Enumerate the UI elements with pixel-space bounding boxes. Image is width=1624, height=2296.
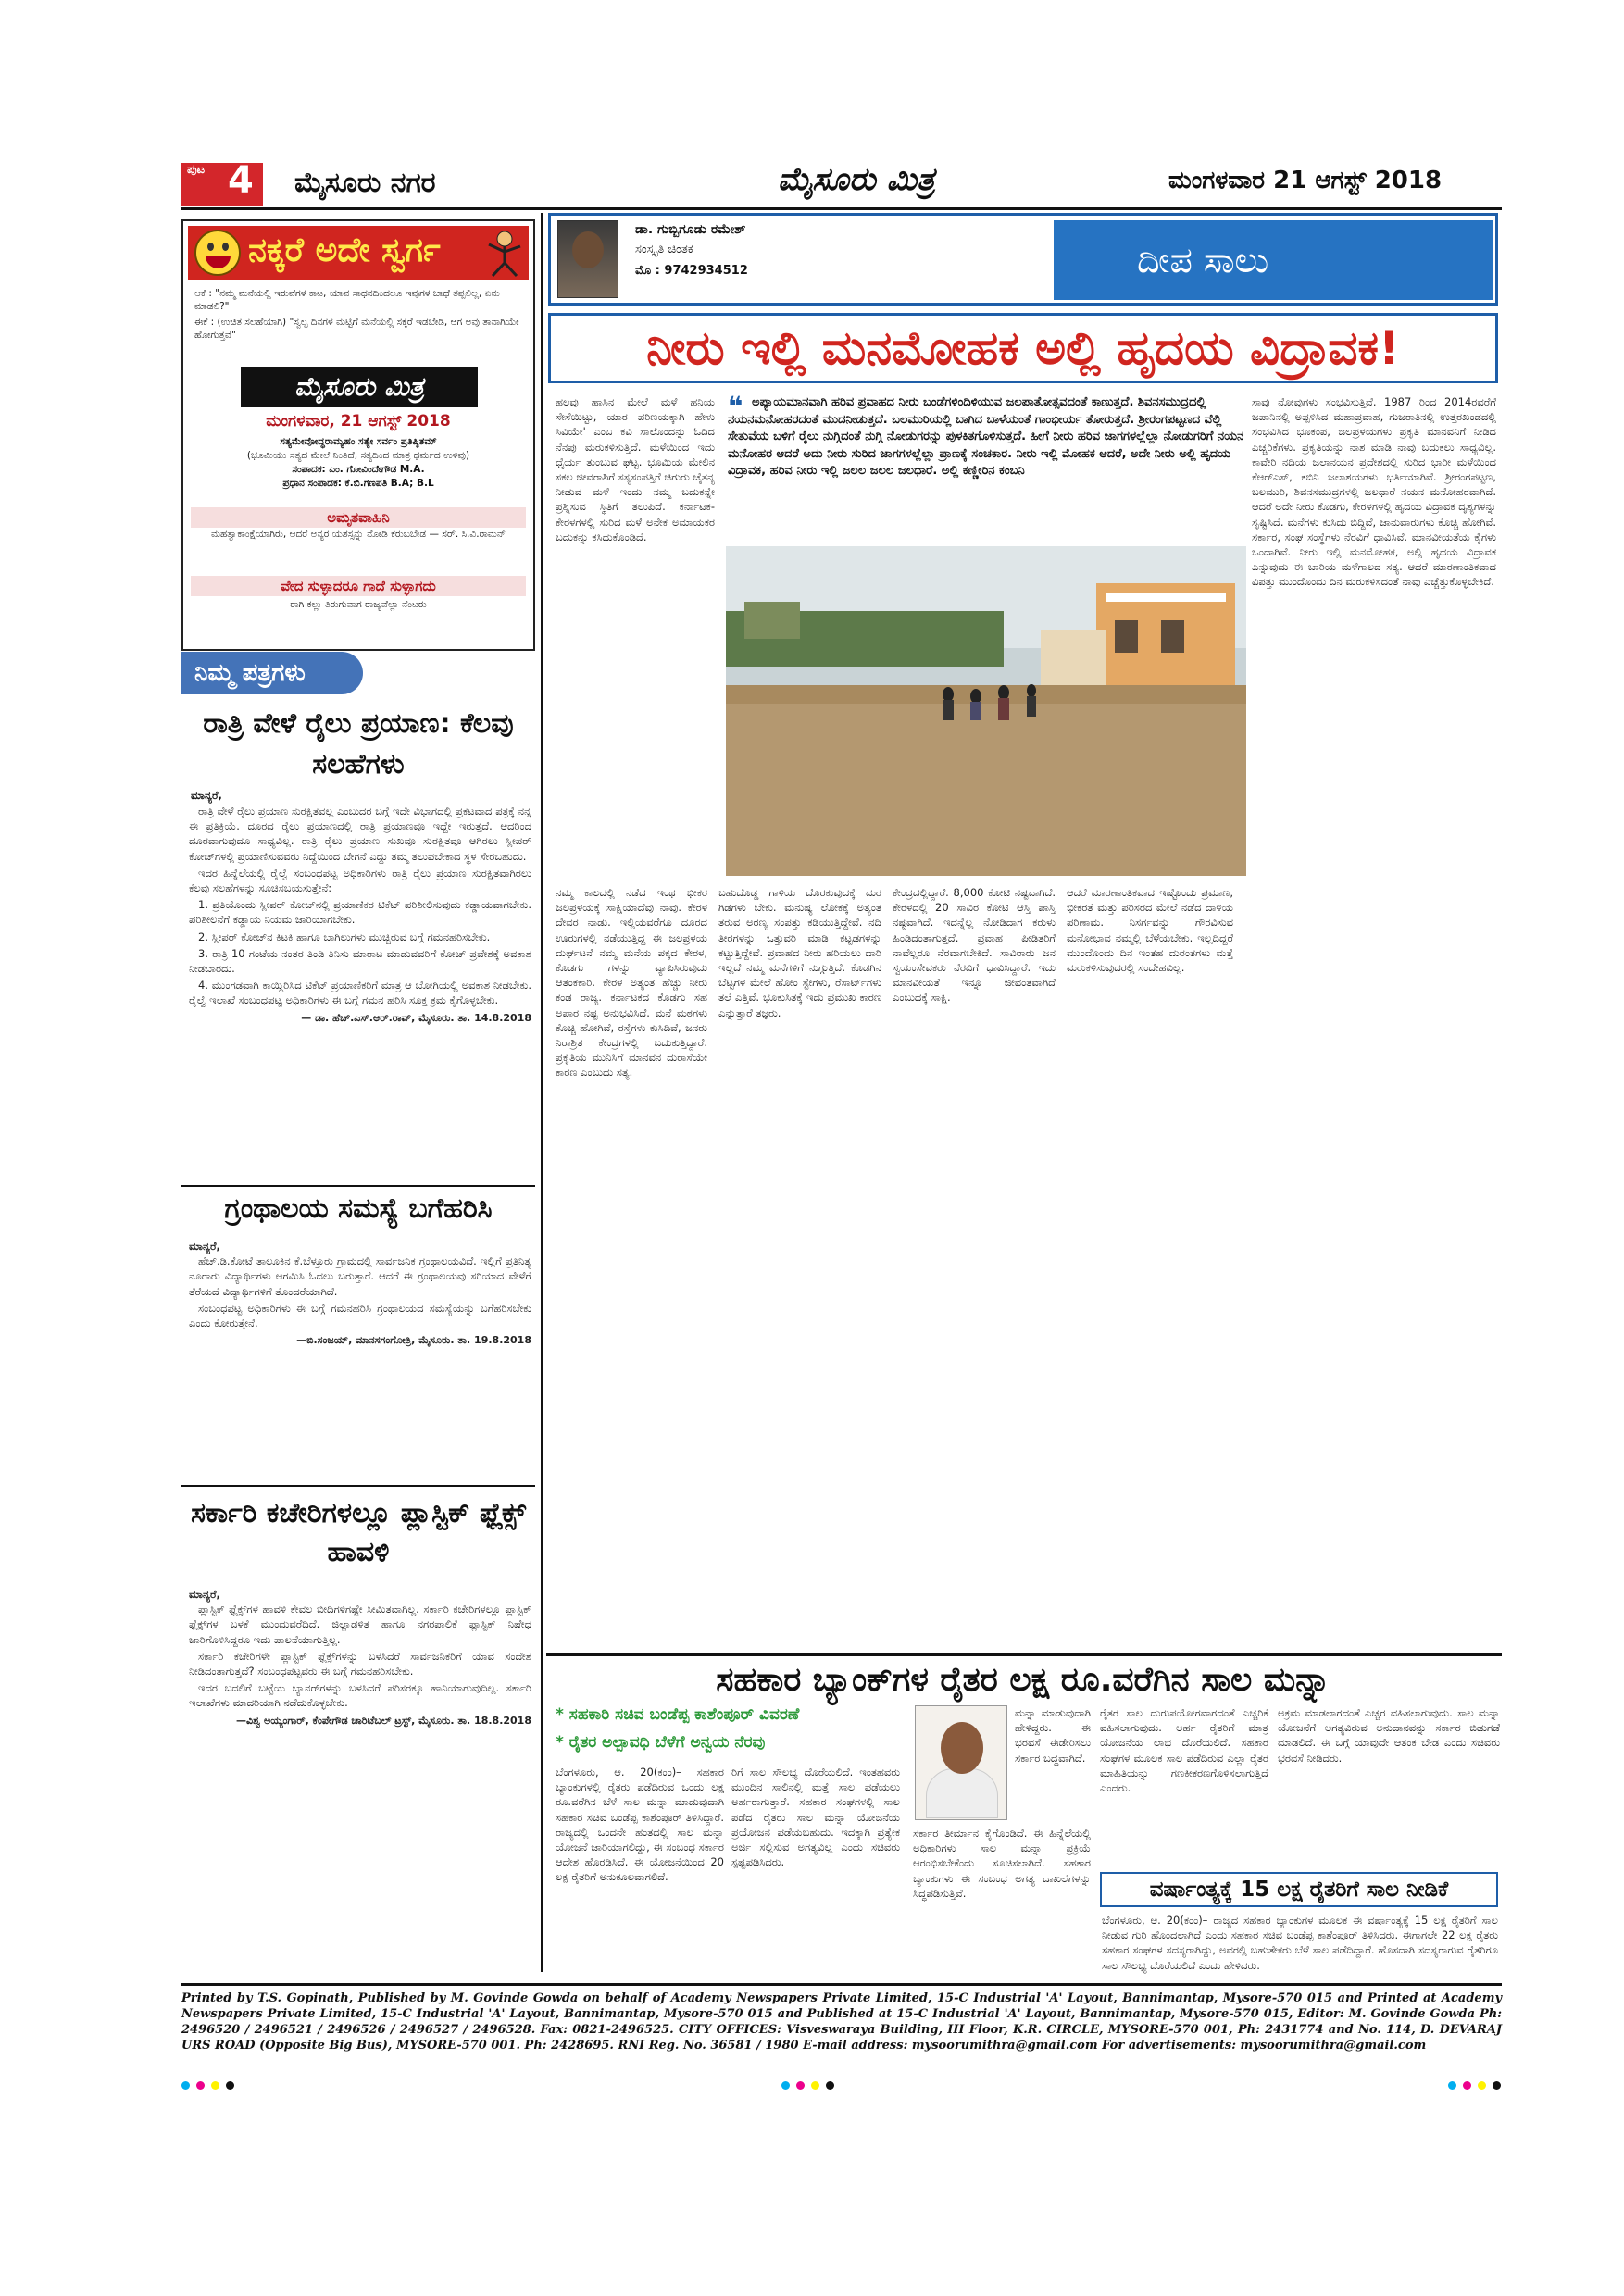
mini-masthead: ಮೈಸೂರು ಮಿತ್ರ [241,367,478,407]
registration-dot [1478,2081,1486,2090]
masthead-rule [181,207,1502,210]
paragraph: ಇದರ ಬದಲಿಗೆ ಬಟ್ಟೆಯ ಬ್ಯಾನರ್‌ಗಳನ್ನು ಬಳಸಿದರೆ ಪರಿಸರಕ್ಕೂ ಹಾನಿಯಾಗುವುದಿಲ್ಲ. ಸರ್ಕಾರಿ ಇಲಾಖೆಗಳು ಮಾದರಿಯಾಗಿ ನಡೆದುಕೊಳ್ಳಬೇಕು. [189,1681,531,1710]
person-body-icon [926,1768,998,1818]
editor-line: ಸಂಪಾದಕ: ಎಂ. ಗೋವಿಂದೇಗೌಡ M.A. [292,464,425,475]
letters-banner: ನಿಮ್ಮ ಪತ್ರಗಳು [181,652,363,694]
paragraph: 2. ಸ್ಲೀಪರ್ ಕೋಚ್‌ನ ಕಿಟಕಿ ಹಾಗೂ ಬಾಗಿಲುಗಳು ಮುಚ್ಚಿರುವ ಬಗ್ಗೆ ಗಮನಹರಿಸಬೇಕು. [198,930,491,943]
sub-news-body: ಬೆಂಗಳೂರು, ಆ. 20(ಕಂಂ)– ರಾಜ್ಯದ ಸಹಕಾರ ಬ್ಯಾಂಕುಗಳ ಮೂಲಕ ಈ ವರ್ಷಾಂತ್ಯಕ್ಕೆ 15 ಲಕ್ಷ ರೈತರಿಗೆ ಸಾಲ ನೀಡುವ ಗುರಿ ಹೊಂದಲಾಗಿದೆ ಎಂದು ಸಹಕಾರ ಸಚಿವ ಬಂಡೆಪ್ಪ ಕಾಶೆಂಪೂರ್ ತಿಳಿಸಿದರು. ಈಗಾಗಲೇ 22 ಲಕ್ಷ ರೈತರು ಸಹಕಾರ ಸಂಘಗಳ ಸದಸ್ಯರಾಗಿದ್ದು, ಅವರಲ್ಲಿ ಬಹುತೇಕರು ಬೆಳೆ ಸಾಲ ಪಡೆದಿದ್ದಾರೆ. ಹೊಸದಾಗಿ ಸದಸ್ಯರಾಗುವ ರೈತರಿಗೂ ಸಾಲ ಸೌಲಭ್ಯ ದೊರೆಯಲಿದೆ ಎಂದು ಹೇಳಿದರು. [1102,1914,1498,1972]
column-name: ದೀಪ ಸಾಲು [1054,220,1493,300]
flood-photo [726,546,1246,876]
letter-signature: —ಬಿ.ಸಂಜಯ್, ಮಾನಸಗಂಗೋತ್ರಿ, ಮೈಸೂರು. ತಾ. 19.8.2018 [296,1334,531,1347]
article-column: ಕೇಂದ್ರದಲ್ಲಿದ್ದಾರೆ. 8,000 ಕೋಟಿ ನಷ್ಟವಾಗಿದೆ. ಕೇರಳದಲ್ಲಿ 20 ಸಾವಿರ ಕೋಟಿ ಆಸ್ತಿ ಪಾಸ್ತಿ ನಷ್ಟವಾಗಿದೆ. ಇದನ್ನೆಲ್ಲ ನೋಡಿದಾಗ ಕರುಳು ಹಿಂಡಿದಂತಾಗುತ್ತದೆ. ಪ್ರವಾಹ ಪೀಡಿತರಿಗೆ ನಾವೆಲ್ಲರೂ ನೆರವಾಗಬೇಕಿದೆ. ಸಾವಿರಾರು ಜನ ಸ್ವಯಂಸೇವಕರು ನೆರವಿಗೆ ಧಾವಿಸಿದ್ದಾರೆ. ಇದು ಮಾನವೀಯತೆ ಇನ್ನೂ ಜೀವಂತವಾಗಿದೆ ಎಂಬುದಕ್ಕೆ ಸಾಕ್ಷಿ. [893,886,1056,1004]
news-column: ಸರ್ಕಾರ ತೀರ್ಮಾನ ಕೈಗೊಂಡಿದೆ. ಈ ಹಿನ್ನೆಲೆಯಲ್ಲಿ ಅಧಿಕಾರಿಗಳು ಸಾಲ ಮನ್ನಾ ಪ್ರಕ್ರಿಯೆ ಆರಂಭಿಸಬೇಕೆಂದು ಸೂಚಿಸಲಾಗಿದೆ. ಸಹಕಾರ ಬ್ಯಾಂಕುಗಳು ಈ ಸಂಬಂಧ ಅಗತ್ಯ ದಾಖಲೆಗಳನ್ನು ಸಿದ್ಧಪಡಿಸುತ್ತಿವೆ. [913,1827,1091,1900]
amrut-text: ಮಹತ್ವಾಕಾಂಕ್ಷೆಯಾಗಿರು, ಆದರೆ ಅನ್ಯರ ಯಶಸ್ಸನ್ನು ನೋಡಿ ಕರುಬಬೇಡ — ಸರ್. ಸಿ.ವಿ.ರಾಮನ್ [210,529,506,540]
divider [546,1653,1502,1656]
person-face-icon [941,1722,983,1774]
laughing-face-icon [194,230,241,276]
letter-title: ಸರ್ಕಾರಿ ಕಚೇರಿಗಳಲ್ಲೂ ಪ್ಲಾಸ್ಟಿಕ್ ಫ್ಲೆಕ್ಸ್ ಹಾವಳಿ [191,1497,526,1568]
author-name: ಡಾ. ಗುಬ್ಬಿಗೂಡು ರಮೇಶ್ [635,222,746,237]
registration-dot [826,2081,834,2090]
column-divider [541,213,543,1972]
article-column: ಬಹುದೊಡ್ಡ ಗಾಳಿಯ ದೊರಕುವುದಕ್ಕೆ ಮರ ಗಿಡಗಳು ಬೇಕು. ಮನುಷ್ಯ ಲೋಕಕ್ಕೆ ಅತ್ಯಂತ ತರುವ ಅರಣ್ಯ ಸಂಪತ್ತು ಕಡಿಯುತ್ತಿದ್ದೇವೆ. ನದಿ ತೀರಗಳನ್ನು ಒತ್ತುವರಿ ಮಾಡಿ ಕಟ್ಟಡಗಳನ್ನು ಕಟ್ಟುತ್ತಿದ್ದೇವೆ. ಪ್ರವಾಹದ ನೀರು ಹರಿಯಲು ದಾರಿ ಇಲ್ಲದೆ ನಮ್ಮ ಮನೆಗಳಿಗೆ ನುಗ್ಗುತ್ತಿದೆ. ಕೊಡಗಿನ ಬೆಟ್ಟಗಳ ಮೇಲೆ ಹೋಂ ಸ್ಟೇಗಳು, ರೆಸಾರ್ಟ್‌ಗಳು ತಲೆ ಎತ್ತಿವೆ. ಭೂಕುಸಿತಕ್ಕೆ ಇದು ಪ್ರಮುಖ ಕಾರಣ ಎನ್ನುತ್ತಾರೆ ತಜ್ಞರು. [718,886,881,1019]
sub-news-headline: ವರ್ಷಾಂತ್ಯಕ್ಕೆ 15 ಲಕ್ಷ ರೈತರಿಗೆ ಸಾಲ ನೀಡಿಕೆ [1100,1872,1498,1907]
joke-line: ಈಕೆ : (ಉಚಿತ ಸಲಹೆಯಾಗಿ) "ಸ್ವಲ್ಪ ದಿನಗಳ ಮಟ್ಟಿಗೆ ಮನೆಯಲ್ಲಿ ಸಕ್ಕರೆ ಇಡಬೇಡಿ, ಆಗ ಅವು ತಾನಾಗಿಯೇ ಹೋಗುತ್ತವೆ" [194,317,519,341]
letter-salutation: ಮಾನ್ಯರೆ, [189,1588,220,1601]
article-column: ನಮ್ಮ ಕಾಲದಲ್ಲಿ ನಡೆದ ಇಂಥ ಭೀಕರ ಜಲಪ್ರಳಯಕ್ಕೆ ಸಾಕ್ಷಿಯಾದೆವು ನಾವು. ಕೇರಳ ದೇವರ ನಾಡು. ಇಲ್ಲಿಯವರೆಗೂ ದೂರದ ಊರುಗಳಲ್ಲಿ ನಡೆಯುತ್ತಿದ್ದ ಈ ಜಲಪ್ರಳಯ ದುರ್ಘಟನೆ ನಮ್ಮ ಮನೆಯ ಪಕ್ಕದ ಕೇರಳ, ಕೊಡಗು ಗಳನ್ನು ವ್ಯಾಪಿಸಿರುವುದು ಆತಂಕಕಾರಿ. ಕೇರಳ ಅತ್ಯಂತ ಹೆಚ್ಚು ನೀರು ಕಂಡ ರಾಜ್ಯ. ಕರ್ನಾಟಕದ ಕೊಡಗು ಸಹ ಅಪಾರ ನಷ್ಟ ಅನುಭವಿಸಿದೆ. ಮನೆ ಮಠಗಳು ಕೊಚ್ಚಿ ಹೋಗಿವೆ, ರಸ್ತೆಗಳು ಕುಸಿದಿವೆ, ಜನರು ನಿರಾಶ್ರಿತ ಕೇಂದ್ರಗಳಲ್ಲಿ ಬದುಕುತ್ತಿದ್ದಾರೆ. ಪ್ರಕೃತಿಯ ಮುನಿಸಿಗೆ ಮಾನವನ ದುರಾಸೆಯೇ ಕಾರಣ ಎಂಬುದು ಸತ್ಯ. [556,886,707,1079]
registration-dot [1493,2081,1501,2090]
paragraph: ರಾತ್ರಿ ವೇಳೆ ರೈಲು ಪ್ರಯಾಣ ಸುರಕ್ಷಿತವಲ್ಲ ಎಂಬುದರ ಬಗ್ಗೆ ಇದೇ ವಿಭಾಗದಲ್ಲಿ ಪ್ರಕಟವಾದ ಪತ್ರಕ್ಕೆ ನನ್ನ ಈ ಪ್ರತಿಕ್ರಿಯೆ. ದೂರದ ರೈಲು ಪ್ರಯಾಣದಲ್ಲಿ ರಾತ್ರಿ ಪ್ರಯಾಣವೂ ಇದ್ದೇ ಇರುತ್ತದೆ. ಆದರಿಂದ ದೂರವಾಗುವುದೂ ಸಾಧ್ಯವಿಲ್ಲ. ರಾತ್ರಿ ರೈಲು ಪ್ರಯಾಣ ಸುಖವೂ ಸುರಕ್ಷಿತವೂ ಆಗಿರಲು ಸ್ಲೀಪರ್ ಕೋಚ್‌ಗಳಲ್ಲಿ ಪ್ರಯಾಣಿಸುವವರು ನಿದ್ದೆಯಿಂದ ಬೇಗನೆ ಎದ್ದು ತಮ್ಮ ತಲುಪಬೇಕಾದ ಸ್ಥಳ ಸೇರಬಹುದು. [189,805,531,863]
letter-salutation: ಮಾನ್ಯರೆ, [191,789,222,802]
motto-translation: (ಭೂಮಿಯು ಸತ್ಯದ ಮೇಲೆ ನಿಂತಿದೆ, ಸತ್ಯದಿಂದ ಮಾತ್ರ ಧರ್ಮದ ಉಳಿವು) [246,450,470,461]
paragraph: 1. ಪ್ರತಿಯೊಂದು ಸ್ಲೀಪರ್ ಕೋಚ್‌ನಲ್ಲಿ ಪ್ರಯಾಣಿಕರ ಟಿಕೆಟ್ ಪರಿಶೀಲಿಸುವುದು ಕಡ್ಡಾಯವಾಗಬೇಕು. ಪರಿಶೀಲನೆಗೆ ಕಡ್ಡಾಯ ನಿಯಮ ಜಾರಿಯಾಗಬೇಕು. [189,898,531,927]
registration-dot [196,2081,205,2090]
letter-body [189,1587,531,1728]
amrut-title: ಅಮೃತವಾಹಿನಿ [191,507,526,528]
article-column: ಹಲವು ಹಾಸಿನ ಮೇಲೆ ಮಳೆ ಹನಿಯ ಸೇಸೆಯಿಟ್ಟು, ಯಾರ ಪರಿಣಯಕ್ಕಾಗಿ ಹೇಳು ಸಿವಿಯೇ' ಎಂಬ ಕವಿ ಸಾಲೊಂದನ್ನು ಓದಿದ ನೆನಪು ಮರುಕಳಿಸುತ್ತಿದೆ. ಮಳೆಯಿಂದ ಇದು ಧೈರ್ಯ ತುಂಬುವ ಘಟ್ಟ. ಭೂಮಿಯ ಮೇಲಿನ ಸಕಲ ಜೀವರಾಶಿಗೆ ಸಸ್ಯಸಂಪತ್ತಿಗೆ ಚಿಗುರು ಚೈತನ್ಯ ನೀಡುವ ಮಳೆ ಇಂದು ನಮ್ಮ ಬದುಕನ್ನೇ ಪ್ರಶ್ನಿಸುವ ಸ್ಥಿತಿಗೆ ತಲುಪಿದೆ. ಕರ್ನಾಟಕ-ಕೇರಳಗಳಲ್ಲಿ ಸುರಿದ ಮಳೆ ಅನೇಕ ಅಮಾಯಕರ ಬದುಕನ್ನು ಕಸಿದುಕೊಂಡಿದೆ. [556,395,715,543]
page-number: 4 [228,159,254,202]
motto-block [189,435,528,491]
news-column: ಬೆಂಗಳೂರು, ಆ. 20(ಕಂಂ)– ಸಹಕಾರ ಬ್ಯಾಂಕುಗಳಲ್ಲಿ ರೈತರು ಪಡೆದಿರುವ ಒಂದು ಲಕ್ಷ ರೂ.ವರೆಗಿನ ಬೆಳೆ ಸಾಲ ಮನ್ನಾ ಮಾಡುವುದಾಗಿ ಸಹಕಾರ ಸಚಿವ ಬಂಡೆಪ್ಪ ಕಾಶೆಂಪೂರ್ ತಿಳಿಸಿದ್ದಾರೆ. ರಾಜ್ಯದಲ್ಲಿ ಒಂದನೇ ಹಂತದಲ್ಲಿ ಸಾಲ ಮನ್ನಾ ಯೋಜನೆ ಜಾರಿಯಾಗಲಿದ್ದು, ಈ ಸಂಬಂಧ ಸರ್ಕಾರ ಆದೇಶ ಹೊರಡಿಸಿದೆ. ಈ ಯೋಜನೆಯಿಂದ 20 ಲಕ್ಷ ರೈತರಿಗೆ ಅನುಕೂಲವಾಗಲಿದೆ. [556,1766,724,1884]
article-column: ಆದರೆ ಮಾರಣಾಂತಿಕವಾದ ಇಷ್ಟೊಂದು ಪ್ರಮಾಣ, ಭೀಕರತೆ ಮತ್ತು ಪರಿಸರದ ಮೇಲೆ ನಡೆದ ದಾಳಿಯ ಪರಿಣಾಮ. ನಿಸರ್ಗವನ್ನು ಗೌರವಿಸುವ ಮನೋಭಾವ ನಮ್ಮಲ್ಲಿ ಬೆಳೆಯಬೇಕು. ಇಲ್ಲದಿದ್ದರೆ ಮುಂದೊಂದು ದಿನ ಇಂತಹ ದುರಂತಗಳು ಮತ್ತೆ ಮರುಕಳಿಸುವುದರಲ್ಲಿ ಸಂದೇಹವಿಲ್ಲ. [1067,886,1233,975]
author-face-icon [572,231,604,268]
news-subheading: * ಸಹಕಾರಿ ಸಚಿವ ಬಂಡೆಪ್ಪ ಕಾಶೆಂಪೂರ್ ವಿವರಣೆ [556,1705,800,1724]
joke-line: ಆಕೆ : "ನಮ್ಮ ಮನೆಯಲ್ಲಿ ಇರುವೆಗಳ ಕಾಟ, ಯಾವ ಸಾಧನದಿಂದಲೂ ಇವುಗಳ ಬಾಧೆ ತಪ್ಪಲಿಲ್ಲ, ಏನು ಮಾಡಲಿ?" [194,288,500,312]
news-column: ರಿಗೆ ಸಾಲ ಸೌಲಭ್ಯ ದೊರೆಯಲಿದೆ. ಇಂತಹವರು ಮುಂದಿನ ಸಾಲಿನಲ್ಲಿ ಮತ್ತೆ ಸಾಲ ಪಡೆಯಲು ಅರ್ಹರಾಗುತ್ತಾರೆ. ಸಹಕಾರ ಸಂಘಗಳಲ್ಲಿ ಸಾಲ ಪಡೆದ ರೈತರು ಸಾಲ ಮನ್ನಾ ಯೋಜನೆಯ ಪ್ರಯೋಜನ ಪಡೆಯಬಹುದು. ಇದಕ್ಕಾಗಿ ಪ್ರತ್ಯೇಕ ಅರ್ಜಿ ಸಲ್ಲಿಸುವ ಅಗತ್ಯವಿಲ್ಲ ಎಂದು ಸಚಿವರು ಸ್ಪಷ್ಟಪಡಿಸಿದರು. [731,1766,900,1869]
footer-rule [181,1983,1502,1986]
motto-line: ಸತ್ಯಮೇವೋದ್ಧರಾಮ್ಯಹಂ ಸತ್ಯೇ ಸರ್ವಂ ಪ್ರತಿಷ್ಠಿತಮ್ [280,436,437,447]
mini-date: ಮಂಗಳವಾರ, 21 ಆಗಸ್ಟ್ 2018 [266,412,451,430]
paragraph: ಹೆಚ್.ಡಿ.ಕೋಟೆ ತಾಲೂಕಿನ ಕೆ.ಬೆಳ್ತೂರು ಗ್ರಾಮದಲ್ಲಿ ಸಾರ್ವಜನಿಕ ಗ್ರಂಥಾಲಯವಿದೆ. ಇಲ್ಲಿಗೆ ಪ್ರತಿನಿತ್ಯ ನೂರಾರು ವಿದ್ಯಾರ್ಥಿಗಳು ಆಗಮಿಸಿ ಓದಲು ಬರುತ್ತಾರೆ. ಆದರೆ ಈ ಗ್ರಂಥಾಲಯವು ಸರಿಯಾದ ವೇಳೆಗೆ ತೆರೆಯದೆ ವಿದ್ಯಾರ್ಥಿಗಳಿಗೆ ತೊಂದರೆಯಾಗಿದೆ. [189,1254,531,1298]
paragraph: ಸರ್ಕಾರಿ ಕಚೇರಿಗಳೇ ಪ್ಲಾಸ್ಟಿಕ್ ಫ್ಲೆಕ್ಸ್‌ಗಳನ್ನು ಬಳಸಿದರೆ ಸಾರ್ವಜನಿಕರಿಗೆ ಯಾವ ಸಂದೇಶ ನೀಡಿದಂತಾಗುತ್ತದೆ? ಸಂಬಂಧಪಟ್ಟವರು ಈ ಬಗ್ಗೆ ಗಮನಹರಿಸಬೇಕು. [189,1649,531,1678]
letter-body [189,1239,531,1348]
registration-dot [211,2081,219,2090]
section-title: ಮೈಸೂರು ನಗರ [294,167,436,199]
chief-editor-line: ಪ್ರಧಾನ ಸಂಪಾದಕ: ಕೆ.ಬಿ.ಗಣಪತಿ B.A; B.L [282,478,434,489]
paragraph: ಸಂಬಂಧಪಟ್ಟ ಅಧಿಕಾರಿಗಳು ಈ ಬಗ್ಗೆ ಗಮನಹರಿಸಿ ಗ್ರಂಥಾಲಯದ ಸಮಸ್ಯೆಯನ್ನು ಬಗೆಹರಿಸಬೇಕು ಎಂದು ಕೋರುತ್ತೇನೆ. [189,1301,531,1330]
divider [181,1485,535,1487]
news-headline: ಸಹಕಾರ ಬ್ಯಾಂಕ್‌ಗಳ ರೈತರ ಲಕ್ಷ ರೂ.ವರೆಗಿನ ಸಾಲ ಮನ್ನಾ [716,1661,1330,1699]
letter-salutation: ಮಾನ್ಯರೆ, [189,1240,220,1253]
eye-icon [207,243,214,251]
news-column: ಮನ್ನಾ ಮಾಡುವುದಾಗಿ ಹೇಳಿದ್ದರು. ಈ ಭರವಸೆ ಈಡೇರಿಸಲು ಸರ್ಕಾರ ಬದ್ಧವಾಗಿದೆ. [1015,1706,1091,1765]
pullquote-text: ಅಪ್ಯಾಯಮಾನವಾಗಿ ಹರಿವ ಪ್ರವಾಹದ ನೀರು ಬಂಡೆಗಳಿಂದಿಳಿಯುವ ಜಲಪಾತೋತ್ಸವದಂತೆ ಕಾಣುತ್ತದೆ. ಶಿವನಸಮುದ್ರದಲ್ಲಿ ನಯನಮನೋಹರದಂತೆ ಮುದನೀಡುತ್ತದೆ. ಬಲಮುರಿಯಲ್ಲಿ ಬಾಗಿದ ಬಾಳೆಯಂತೆ ಗಾಂಭೀರ್ಯ ತೋರುತ್ತದೆ. ಶ್ರೀರಂಗಪಟ್ಟಣದ ವೆಲ್ಲಿ ಸೇತುವೆಯ ಬಳಿಗೆ ರೈಲು ನುಗ್ಗಿದಂತೆ ನುಗ್ಗಿ ನೋಡುಗರನ್ನು ಪುಳಕಿತಗೊಳಿಸುತ್ತದೆ. ಹೀಗೆ ನೀರು ಹರಿವ ಜಾಗಗಳಲ್ಲೆಲ್ಲಾ ನೋಡುಗರಿಗೆ ನಯನ ಮನೋಹರ ಆದರೆ ಅದು ನೀರು ಸುರಿದ ಜಾಗಗಳಲ್ಲೆಲ್ಲಾ ಪ್ರಾಣಕ್ಕೆ ಸಂಚಕಾರ. ನೀರು ಇಲ್ಲಿ ಮೋಹಕ ಆದರೆ, ಅದೇ ನೀರು ಅಲ್ಲಿ ಹೃದಯ ವಿದ್ರಾವಕ, ಹರಿವ ನೀರು ಇಲ್ಲಿ ಜಲಲ ಜಲಲ ಜಲಧಾರೆ. ಅಲ್ಲಿ ಕಣ್ಣೀರಿನ ಕಂಬನಿ [728,395,1244,478]
letter-signature: —ವಿಶ್ವ ಅಯ್ಯಂಗಾರ್, ಕೆಂಪೇಗೌಡ ಚಾರಿಟೆಬಲ್ ಟ್ರಸ್ಟ್, ಮೈಸೂರು. ತಾ. 18.8.2018 [236,1714,531,1727]
joke-text [194,287,528,342]
news-column: ರೈತರ ಸಾಲ ದುರುಪಯೋಗವಾಗದಂತೆ ಎಚ್ಚರಿಕೆ ವಹಿಸಲಾಗುವುದು. ಅರ್ಹ ರೈತರಿಗೆ ಮಾತ್ರ ಯೋಜನೆಯ ಲಾಭ ದೊರೆಯಲಿದೆ. ಸಹಕಾರ ಸಂಘಗಳ ಮೂಲಕ ಸಾಲ ಪಡೆದಿರುವ ಎಲ್ಲಾ ರೈತರ ಮಾಹಿತಿಯನ್ನು ಗಣಕೀಕರಣಗೊಳಿಸಲಾಗುತ್ತಿದೆ ಎಂದರು. [1100,1706,1268,1795]
author-role: ಸಂಸ್ಕೃತಿ ಚಿಂತಕ [635,243,693,256]
letter-title: ರಾತ್ರಿ ವೇಳೆ ರೈಲು ಪ್ರಯಾಣ: ಕೆಲವು ಸಲಹೆಗಳು [203,707,514,780]
letter-signature: — ಡಾ. ಹೆಚ್.ಎಸ್.ಆರ್.ರಾವ್, ಮೈಸೂರು. ತಾ. 14.8.2018 [301,1011,531,1024]
proverb-title: ವೇದ ಸುಳ್ಳಾದರೂ ಗಾದೆ ಸುಳ್ಳಾಗದು [191,576,526,596]
newspaper-title: ಮೈಸೂರು ಮಿತ್ರ [778,161,935,198]
eye-icon [222,243,229,251]
page-label: ಪುಟ [187,163,206,177]
registration-dot [811,2081,819,2090]
paragraph: 3. ರಾತ್ರಿ 10 ಗಂಟೆಯ ನಂತರ ತಿಂಡಿ ತಿನಿಸು ಮಾರಾಟ ಮಾಡುವವರಿಗೆ ಕೋಚ್ ಪ್ರವೇಶಕ್ಕೆ ಅವಕಾಶ ನೀಡಬಾರದು. [189,946,531,976]
proverb-text: ರಾಗಿ ಕಲ್ಲು ತಿರುಗುವಾಗ ರಾಜ್ಯವೆಲ್ಲಾ ನೆಂಟರು [290,599,427,610]
registration-dot [1463,2081,1471,2090]
cartoon-figure-icon [481,230,528,278]
letter-body [189,804,531,1026]
main-headline: ನೀರು ಇಲ್ಲಿ ಮನಮೋಹಕ ಅಲ್ಲಿ ಹೃದಯ ವಿದ್ರಾವಕ! [548,313,1498,383]
registration-dot [1448,2081,1456,2090]
author-phone: ಮೊ : 9742934512 [635,264,748,278]
quote-mark-icon: ❝ [728,391,743,421]
news-subheading: * ರೈತರ ಅಲ್ಪಾವಧಿ ಬೆಳೆಗೆ ಅನ್ವಯ ನೆರವು [556,1733,766,1752]
nakkare-title: ನಕ್ಕರೆ ಅದೇ ಸ್ವರ್ಗ [248,231,441,269]
registration-dot [796,2081,805,2090]
letter-title: ಗ್ರಂಥಾಲಯ ಸಮಸ್ಯೆ ಬಗೆಹರಿಸಿ [224,1192,493,1225]
article-column: ಸಾವು ನೋವುಗಳು ಸಂಭವಿಸುತ್ತಿವೆ. 1987 ರಿಂದ 2014ರವರೆಗೆ ಜಪಾನಿನಲ್ಲಿ ಅಪ್ಪಳಿಸಿದ ಮಹಾಪ್ರವಾಹ, ಗುಜರಾತಿನಲ್ಲಿ ಉತ್ತರಖಂಡದಲ್ಲಿ ಸಂಭವಿಸಿದ ಭೂಕಂಪ, ಜಲಪ್ರಳಯಗಳು ಪ್ರಕೃತಿ ಮಾನವನಿಗೆ ನೀಡಿದ ಎಚ್ಚರಿಕೆಗಳು. ಪ್ರಕೃತಿಯನ್ನು ನಾಶ ಮಾಡಿ ನಾವು ಬದುಕಲು ಸಾಧ್ಯವಿಲ್ಲ. ಕಾವೇರಿ ನದಿಯ ಜಲಾನಯನ ಪ್ರದೇಶದಲ್ಲಿ ಸುರಿದ ಭಾರೀ ಮಳೆಯಿಂದ ಕೆಆರ್‌ಎಸ್, ಕಬಿನಿ ಜಲಾಶಯಗಳು ಭರ್ತಿಯಾಗಿವೆ. ಶ್ರೀರಂಗಪಟ್ಟಣ, ಬಲಮುರಿ, ಶಿವನಸಮುದ್ರಗಳಲ್ಲಿ ಜಲಧಾರೆ ನಯನ ಮನೋಹರವಾಗಿದೆ. ಆದರೆ ಅದೇ ನೀರು ಕೊಡಗು, ಕೇರಳಗಳಲ್ಲಿ ಹೃದಯ ವಿದ್ರಾವಕ ದೃಶ್ಯಗಳನ್ನು ಸೃಷ್ಟಿಸಿದೆ. ಮನೆಗಳು ಕುಸಿದು ಬಿದ್ದಿವೆ, ಜಾನುವಾರುಗಳು ಕೊಚ್ಚಿ ಹೋಗಿವೆ. ಸರ್ಕಾರ, ಸಂಘ ಸಂಸ್ಥೆಗಳು ನೆರವಿಗೆ ಧಾವಿಸಿವೆ. ಮಾನವೀಯತೆಯ ಕೈಗಳು ಒಂದಾಗಿವೆ. ನೀರು ಇಲ್ಲಿ ಮನಮೋಹಕ, ಅಲ್ಲಿ ಹೃದಯ ವಿದ್ರಾವಕ ಎನ್ನುವುದು ಈ ಬಾರಿಯ ಮಳೆಗಾಲದ ಸತ್ಯ. ಆದರೆ ಮಾರಣಾಂತಿಕವಾದ ವಿಪತ್ತು ಮುಂದೊಂದು ದಿನ ಮರುಕಳಿಸದಂತೆ ನಾವು ಎಚ್ಚೆತ್ತುಕೊಳ್ಳಬೇಕಿದೆ. [1252,395,1496,589]
news-column: ಅಕ್ರಮ ಮಾಡಲಾಗದಂತೆ ಎಚ್ಚರ ವಹಿಸಲಾಗುವುದು. ಸಾಲ ಮನ್ನಾ ಯೋಜನೆಗೆ ಅಗತ್ಯವಿರುವ ಅನುದಾನವನ್ನು ಸರ್ಕಾರ ಬಿಡುಗಡೆ ಮಾಡಲಿದೆ. ಈ ಬಗ್ಗೆ ಯಾವುದೇ ಆತಂಕ ಬೇಡ ಎಂದು ಸಚಿವರು ಭರವಸೆ ನೀಡಿದರು. [1278,1706,1500,1765]
registration-dot [226,2081,234,2090]
registration-dot [781,2081,790,2090]
registration-dot [181,2081,190,2090]
paragraph: ಇದರ ಹಿನ್ನೆಲೆಯಲ್ಲಿ ರೈಲ್ವೆ ಸಂಬಂಧಪಟ್ಟ ಅಧಿಕಾರಿಗಳು ರಾತ್ರಿ ರೈಲು ಪ್ರಯಾಣ ಸುರಕ್ಷಿತವಾಗಿರಲು ಕೆಲವು ಸಲಹೆಗಳನ್ನು ಸೂಚಿಸಬಯಸುತ್ತೇನೆ: [189,866,531,895]
paragraph: 4. ಮುಂಗಡವಾಗಿ ಕಾಯ್ದಿರಿಸಿದ ಟಿಕೆಟ್ ಪ್ರಯಾಣಿಕರಿಗೆ ಮಾತ್ರ ಆ ಬೋಗಿಯಲ್ಲಿ ಅವಕಾಶ ನೀಡಬೇಕು. ರೈಲ್ವೆ ಇಲಾಖೆ ಸಂಬಂಧಪಟ್ಟ ಅಧಿಕಾರಿಗಳು ಈ ಬಗ್ಗೆ ಗಮನ ಹರಿಸಿ ಸೂಕ್ತ ಕ್ರಮ ಕೈಗೊಳ್ಳಬೇಕು. [189,979,531,1007]
paragraph: ಪ್ಲಾಸ್ಟಿಕ್ ಫ್ಲೆಕ್ಸ್‌ಗಳ ಹಾವಳಿ ಕೇವಲ ಬೀದಿಗಳಿಗಷ್ಟೇ ಸೀಮಿತವಾಗಿಲ್ಲ. ಸರ್ಕಾರಿ ಕಚೇರಿಗಳಲ್ಲೂ ಪ್ಲಾಸ್ಟಿಕ್ ಫ್ಲೆಕ್ಸ್‌ಗಳ ಬಳಕೆ ಮುಂದುವರೆದಿದೆ. ಜಿಲ್ಲಾಡಳಿತ ಹಾಗೂ ನಗರಪಾಲಿಕೆ ಪ್ಲಾಸ್ಟಿಕ್ ನಿಷೇಧ ಜಾರಿಗೊಳಿಸಿದ್ದರೂ ಇದು ಪಾಲನೆಯಾಗುತ್ತಿಲ್ಲ. [189,1603,531,1646]
issue-date: ಮಂಗಳವಾರ 21 ಆಗಸ್ಟ್ 2018 [1168,167,1443,194]
pullquote [728,394,1246,480]
divider [181,1185,535,1187]
imprint-line: Printed by T.S. Gopinath, Published by M. Govinde Gowda on behalf of Academy Newspapers Private Limited, 15-C Industrial 'A' Layout, Bannimantap, Mysore-570 015 and Printed at Academy Newspapers Private Limited, 15-C Industrial 'A' Layout, Bannimantap, Mysore-570 015 and Published at 15-C Industrial 'A' Layout, Bannimantap, Mysore-570 015, Editor: M. Govinde Gowda Ph: 2496520 / 2496521 / 2496526 / 2496527 / 2496528. Fax: 0821-2496525. CITY OFFICES: Visveswaraya Building, III Floor, K.R. CIRCLE, MYSORE-570 001, Ph: 2431774 and No. 114, D. DEVARAJ URS ROAD (Opposite Big Bus), MYSORE-570 001. Ph: 2428695. RNI Reg. No. 36581 / 1980 E-mail address: mysoorumithra@gmail.com For advertisements: mysoorumithra@gmail.com [181,1991,1502,2053]
